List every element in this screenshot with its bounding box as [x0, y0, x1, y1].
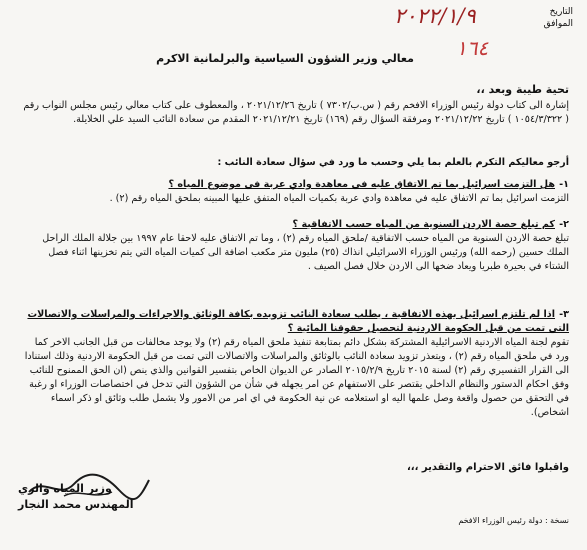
- signatory-title: وزير المياه والري: [18, 482, 112, 495]
- intro-paragraph: إشارة الى كتاب دولة رئيس الوزراء الافخم رقم ( س.ب/٧٣٠٢ ) تاريخ ٢٠٢١/١٢/٢٦ ، والمعطوف على كتاب معالي رئيس مجلس النواب رقم ( ١٠٥٤/٣/٣٢٢ ) تاريخ ٢٠٢١/١٢/٢٢ ومرفقة السؤال رقم (١٦٩) تاريخ ٢٠٢١/١٢/٢١ المقدم من سعادة النائب السيد علي الخلايلة.: [23, 100, 569, 125]
- item-answer: التزمت اسرائيل بما تم الاتفاق عليه في معاهدة وادي عربة بكميات المياه المتفق عليها المبينه بملحق المياه رقم (٢) .: [109, 193, 569, 204]
- item-number: ٢-: [559, 219, 569, 230]
- signatory-name: المهندس محمد النجار: [18, 498, 134, 511]
- item-3: [21, 308, 569, 420]
- item-answer: تبلغ حصة الاردن السنوية من المياه حسب الاتفاقية /ملحق المياه رقم (٢) ، وما تم الاتفاق عليه لاحقا عام ١٩٩٧ بين جلالة الملك الراحل الملك حسين (رحمه الله) ورئيس الوزراء الاسرائيلي انذاك (٢٥) مليون متر مكعب اضافة الى كميات المياه التي يتم تخزينها اثناء فصل الشتاء في بحيرة طبريا ويعاد ضخها الى الاردن خلال فصل الصيف .: [42, 233, 569, 272]
- item-2: [21, 218, 569, 274]
- copy-to: نسخة : دولة رئيس الوزراء الافخم: [458, 516, 569, 525]
- item-question: هل التزمت اسرائيل بما تم الاتفاق عليه في معاهدة وادي عربة في موضوع المياه ؟: [168, 179, 555, 190]
- item-1: [21, 178, 569, 206]
- handwritten-date: ٢٠٢٢/١/٩: [394, 4, 476, 28]
- item-answer: تقوم لجنة المياه الاردنية الاسرائيلية المشتركة بشكل دائم بمتابعة تنفيذ ملحق المياه رقم (٢) ولا يوجد مخالفات من قبل الجانب الاخر كما ورد في ملحق المياه رقم (٢) ، ويتعذر تزويد سعادة النائب بالوثائق والمراسلات والاتصالات التي تمت من قبل الحكومة الاردنية وذلك استنادا الى القرار التفسيري رقم (٢) لسنة ٢٠١٥ تاريخ ٢٠١٥/٢/٩ الصادر عن الديوان الخاص بتفسير القوانين والذي ينص (ان الحق الممنوح للنائب وفق احكام الدستور والنظام الداخلي يقتصر على الاستفهام عن امر يجهله في شأن من الشؤون التي تدخل في اختصاصات الوزراء او رغبة في التحقق من حصول واقعة وصل علمها اليه او استعلامه عن نية الحكومة في اي امر من الامور ولا يشمل طلب وثائق او ذكر اسماء اشخاص).: [24, 337, 569, 418]
- item-number: ١-: [559, 179, 569, 190]
- item-number: ٣-: [559, 309, 569, 320]
- addressee: معالي وزير الشؤون السياسية والبرلمانية الاكرم: [156, 52, 414, 65]
- date-label: التاريخ: [549, 7, 573, 17]
- greeting: تحية طيبة وبعد ،،: [476, 83, 569, 96]
- request-line: أرجو معاليكم التكرم بالعلم بما يلي وحسب ما ورد في سؤال سعادة النائب :: [217, 157, 569, 168]
- item-question: اذا لم تلتزم اسرائيل بهذه الاتفاقية ، يطلب سعادة النائب تزويده بكافة الوثائق والاجراءات والمراسلات والاتصالات التي تمت من قبل الحكومة الاردنية لتحصيل حقوقنا المائية ؟: [27, 309, 569, 334]
- handwritten-number: ١٦٤: [456, 36, 489, 60]
- item-question: كم تبلغ حصة الاردن السنوية من المياه حسب الاتفاقية ؟: [292, 219, 555, 230]
- closing-line: واقبلوا فائق الاحترام والتقدير ،،،: [406, 462, 569, 473]
- ref-label: الموافق: [543, 19, 573, 29]
